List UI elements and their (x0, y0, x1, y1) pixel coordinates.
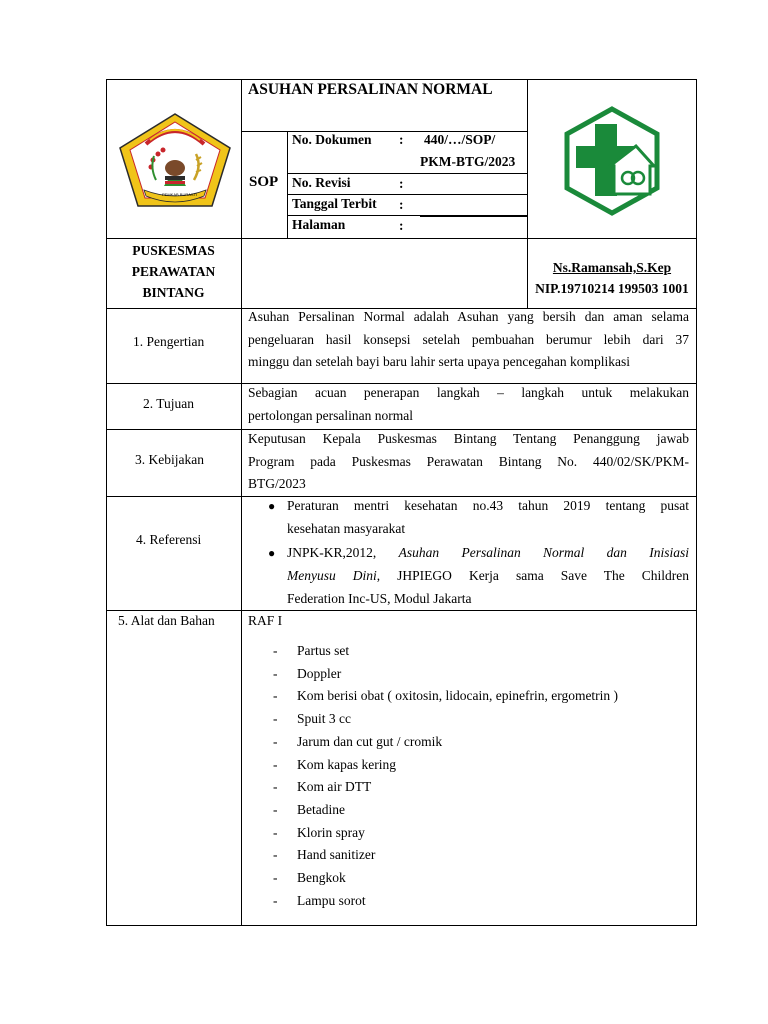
referensi-item-2-line (287, 564, 689, 587)
bullet-icon: ● (268, 546, 276, 560)
referensi-text: , JHPIEGO Kerja sama Save The Children (376, 568, 689, 583)
field-value-no-dokumen: 440/…/SOP/ (424, 132, 496, 147)
bullet-icon: ● (268, 499, 276, 513)
pengertian-line: pengeluaran hasil konsepsi setelah pembuahan berumur lebih dari 37 (248, 332, 689, 347)
border-header-bottom (106, 238, 697, 239)
dash-bullet-icon: - (273, 824, 278, 840)
tujuan-line: pertolongan persalinan normal (248, 408, 413, 423)
border-sop-col (287, 131, 288, 239)
puskesmas-emblem-icon (562, 106, 662, 216)
kebijakan-line: Keputusan Kepala Puskesmas Bintang Tentang Penanggung jawab (248, 431, 689, 446)
referensi-text: JNPK-KR,2012, (287, 545, 399, 560)
border-left (106, 79, 107, 926)
border-bottom (106, 925, 697, 926)
alat-list (273, 642, 683, 912)
list-item-text: Kom berisi obat ( oxitosin, lidocain, epinefrin, ergometrin ) (297, 688, 619, 704)
referensi-item-2-line (287, 541, 689, 564)
field-colon: : (399, 197, 404, 212)
field-value-no-dokumen-2: PKM-BTG/2023 (420, 154, 516, 169)
section-label-pengertian: 1. Pengertian (133, 334, 205, 349)
border-value-2 (420, 194, 527, 195)
field-colon: : (399, 132, 404, 147)
dash-bullet-icon: - (273, 779, 278, 795)
org-name-line-3: BINTANG (142, 285, 205, 300)
field-label-no-dokumen: No. Dokumen (292, 132, 372, 147)
dash-bullet-icon: - (273, 733, 278, 749)
referensi-item-1-line: Peraturan mentri kesehatan no.43 tahun 2019 tentang pusat (287, 498, 689, 513)
pengertian-line: minggu dan setelah bayi baru lahir serta upaya pencegahan komplikasi (248, 354, 630, 369)
list-item-text: Lampu sorot (297, 892, 366, 908)
border-col-logo (527, 79, 528, 239)
section-label-tujuan: 2. Tujuan (143, 396, 195, 411)
field-label-tanggal-terbit: Tanggal Terbit (292, 196, 377, 211)
regency-logo (116, 110, 234, 210)
list-item-text: Hand sanitizer (297, 847, 376, 863)
list-item-text: Klorin spray (297, 824, 365, 840)
puskesmas-logo (562, 106, 662, 216)
field-colon: : (399, 176, 404, 191)
signer-name: Ns.Ramansah,S.Kep (552, 260, 672, 275)
dash-bullet-icon: - (273, 801, 278, 817)
tujuan-line: Sebagian acuan penerapan langkah – langkah untuk melakukan (248, 385, 689, 400)
referensi-italic: Menyusu Dini (287, 568, 377, 583)
section-label-alat: 5. Alat dan Bahan (118, 613, 215, 628)
referensi-italic: Asuhan Persalinan Normal dan Inisiasi (398, 545, 689, 560)
list-item-text: Jarum dan cut gut / cromik (297, 733, 443, 749)
section-label-kebijakan: 3. Kebijakan (135, 452, 204, 467)
border-row-4 (106, 610, 697, 611)
list-item-text: Kom kapas kering (297, 756, 396, 772)
list-item-text: Kom air DTT (297, 779, 372, 795)
dash-bullet-icon: - (273, 870, 278, 885)
list-item-text: Betadine (297, 801, 345, 817)
list-item-text: Bengkok (297, 870, 346, 885)
kebijakan-line: BTG/2023 (248, 476, 306, 491)
sop-label: SOP (249, 174, 279, 190)
org-name-line-2: PERAWATAN (131, 264, 216, 279)
dash-bullet-icon: - (273, 688, 278, 704)
referensi-item-2-line: Federation Inc-US, Modul Jakarta (287, 591, 472, 606)
dash-bullet-icon: - (273, 711, 278, 727)
referensi-item-1-line: kesehatan masyarakat (287, 521, 406, 536)
dash-bullet-icon: - (273, 892, 278, 908)
border-col-1 (241, 79, 242, 926)
field-label-halaman: Halaman (292, 217, 346, 232)
list-item-text: Partus set (297, 643, 350, 658)
border-value-3 (420, 216, 527, 217)
dash-bullet-icon: - (273, 665, 278, 681)
kebijakan-line: Program pada Puskesmas Perawatan Bintang No. 440/02/SK/PKM- (248, 454, 689, 469)
signer-nip: NIP.19710214 199503 1001 (535, 281, 689, 296)
org-name-line-1: PUSKESMAS (132, 243, 215, 258)
border-right (696, 79, 697, 926)
dash-bullet-icon: - (273, 756, 278, 772)
section-label-referensi: 4. Referensi (136, 532, 202, 547)
logo-ribbon-text: PEMKAB BURASTI (162, 192, 198, 197)
pengertian-line: Asuhan Persalinan Normal adalah Asuhan yang bersih dan aman selama (248, 309, 689, 324)
list-item-text: Spuit 3 cc (297, 711, 351, 727)
border-value-1 (420, 173, 527, 174)
page-title: ASUHAN PERSALINAN NORMAL (248, 81, 493, 98)
dash-bullet-icon: - (273, 643, 278, 658)
field-colon: : (399, 218, 404, 233)
alat-heading: RAF I (248, 613, 283, 628)
field-label-no-revisi: No. Revisi (292, 175, 351, 190)
list-item-text: Doppler (297, 665, 342, 681)
dash-bullet-icon: - (273, 847, 278, 863)
